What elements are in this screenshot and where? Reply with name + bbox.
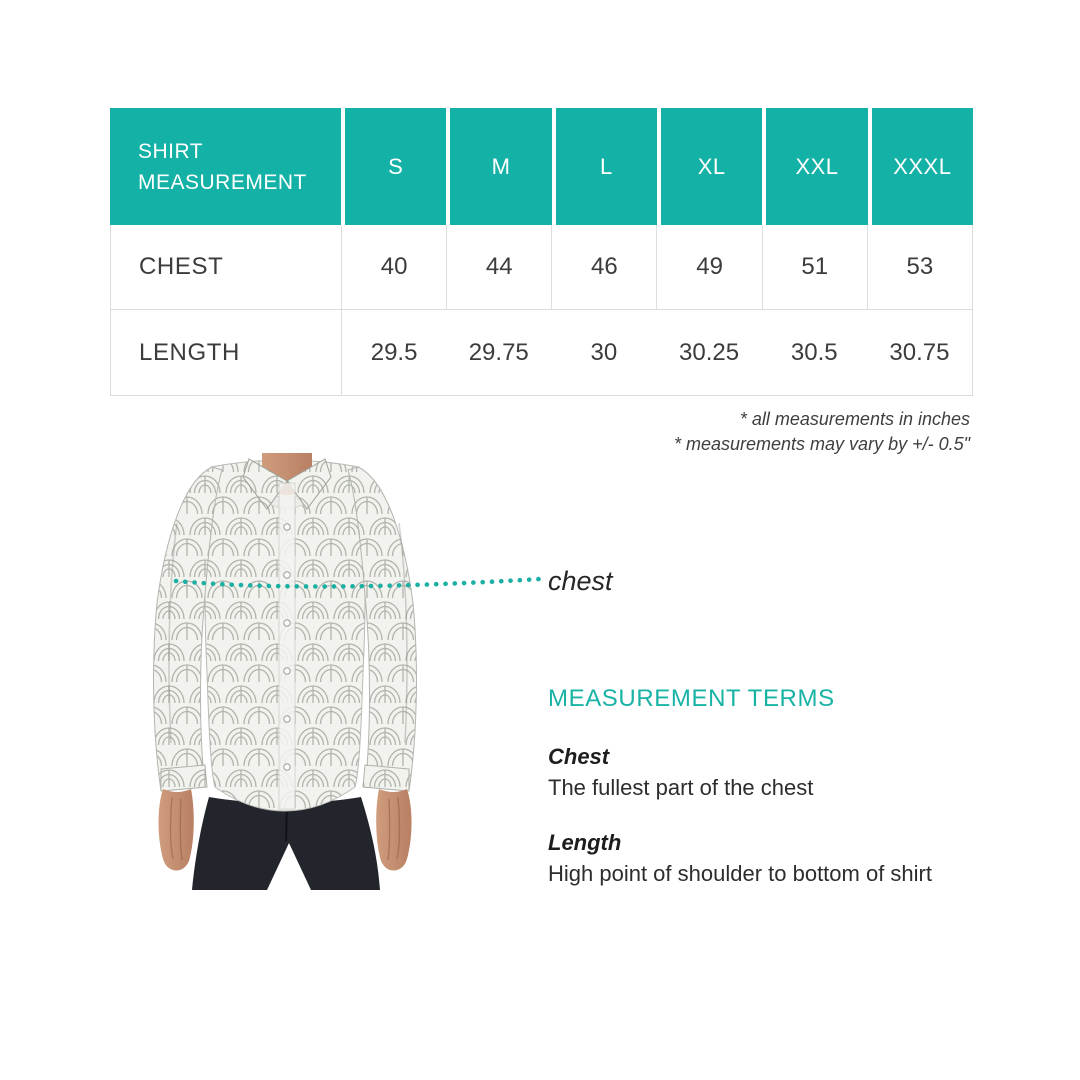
term-chest: Chest <box>548 744 610 769</box>
size-column-m <box>446 108 551 225</box>
table-row-length <box>111 310 972 395</box>
table-header-row <box>110 108 973 225</box>
chest-value-xxl: 51 <box>762 225 867 309</box>
note-inches: * all measurements in inches <box>739 409 970 429</box>
measurement-notes <box>674 407 970 457</box>
length-value-l: 30 <box>590 338 618 366</box>
table-body <box>110 225 973 396</box>
chest-value-xl: 49 <box>656 225 761 309</box>
chest-dotted-line <box>168 568 548 598</box>
row-label-chest: CHEST <box>139 253 224 280</box>
chest-callout-label: chest <box>548 566 613 596</box>
size-label: S <box>388 153 404 179</box>
button-placket <box>279 483 295 809</box>
size-column-l <box>552 108 657 225</box>
size-column-xxxl <box>868 108 973 225</box>
table-header-title-cell <box>110 108 341 225</box>
shirt-model-photo <box>115 453 475 890</box>
shirt-cuff-left <box>161 765 207 791</box>
size-column-xl <box>657 108 762 225</box>
term-length-definition: High point of shoulder to bottom of shirt <box>548 861 932 886</box>
length-value-s: 29.5 <box>341 310 446 395</box>
chest-value-m: 44 <box>446 225 551 309</box>
size-chart-table <box>110 108 973 396</box>
size-label: M <box>491 153 511 179</box>
size-column-s <box>341 108 446 225</box>
length-value-m: 29.75 <box>468 338 529 366</box>
term-chest-definition: The fullest part of the chest <box>548 775 814 800</box>
length-value-xxxl: 30.75 <box>889 338 950 366</box>
row-label-length: LENGTH <box>139 338 240 366</box>
size-label: XXXL <box>893 153 952 179</box>
chest-value-l: 46 <box>551 225 656 309</box>
shirt-cuff-right <box>363 765 409 791</box>
term-length: Length <box>548 830 622 855</box>
length-value-xxl: 30.5 <box>790 338 838 366</box>
terms-heading: MEASUREMENT TERMS <box>548 685 835 712</box>
size-label: L <box>599 153 613 179</box>
note-variance: * measurements may vary by +/- 0.5" <box>674 434 970 454</box>
table-row-chest <box>111 225 972 310</box>
table-title: SHIRT MEASUREMENT <box>138 139 307 194</box>
size-column-xxl <box>762 108 867 225</box>
length-value-xl: 30.25 <box>679 338 740 366</box>
chest-value-xxxl: 53 <box>867 225 972 309</box>
size-label: XXL <box>795 153 839 179</box>
size-label: XL <box>697 153 726 179</box>
chest-value-s: 40 <box>341 225 446 309</box>
